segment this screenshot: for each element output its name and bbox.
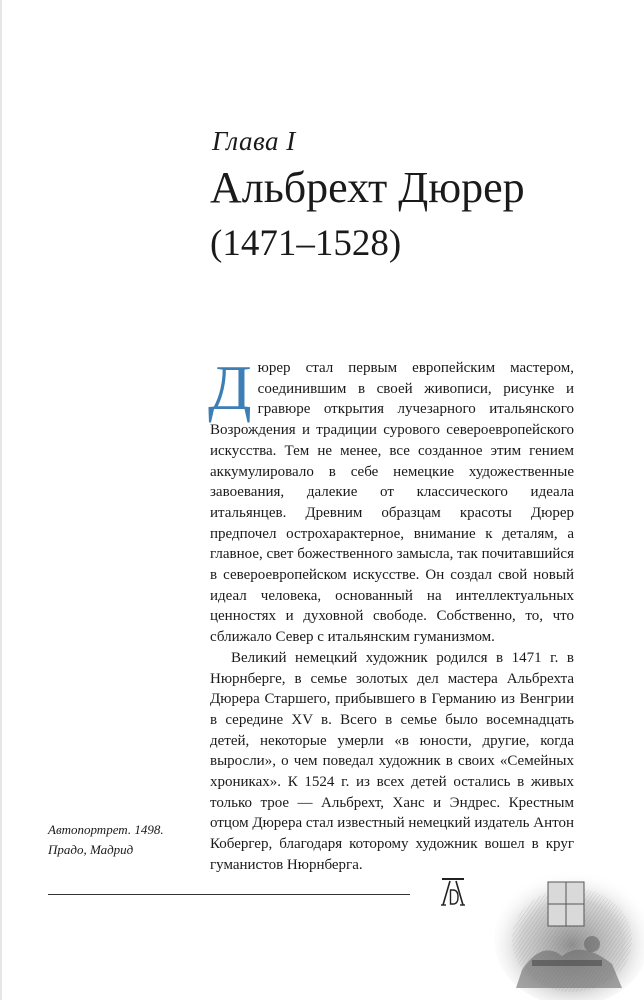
caption-line-1: Автопортрет. 1498. bbox=[48, 822, 164, 837]
footer-rule bbox=[48, 894, 410, 895]
body-text bbox=[208, 352, 574, 876]
page-edge bbox=[0, 0, 2, 1000]
paragraph-1-text: юрер стал первым европейским мастером, соединившим в своей живописи, рисунке и гравюре открытия лучезарного итальянского Возрождения и традиции сурового североевропейского искусства. Тем не менее, все созданное этим гением аккумулировало в себе немецкие художественные завоевания, далекие от классического идеала итальянцев. Древним образцам красоты Дюрер предпочел острохарактерное, внимание к деталям, а главное, свет божественного замысла, так почитавшийся в североевропейском искусстве. Он создал свой новый идеал человека, основанный на интеллектуальных ценностях и духовной свободе. Собственно, то, что сближало Север с итальянским гуманизмом. bbox=[210, 360, 574, 646]
durer-ad-monogram-icon bbox=[440, 877, 466, 907]
drop-cap: Д bbox=[208, 352, 252, 423]
chapter-title: Альбрехт Дюрер bbox=[210, 163, 525, 212]
chapter-label: Глава I bbox=[212, 126, 296, 156]
paragraph-2: Великий немецкий художник родился в 1471 г. в Нюрнберге, в семье золотых дел мастера Альбрехта Дюрера Старшего, прибывшего в Германию из Венгрии в середине XV в. Всего в семье было восемнадцать детей, некоторые умерли «в юности, другие, когда выросли», о чем поведал художник в своих «Семейных хрониках». К 1524 г. из всех детей остались в живых только трое — Альбрехт, Ханс и Эндрес. Крестным отцом Дюрера стал известный немецкий издатель Антон Кобергер, благодаря которому художник вошел в круг гуманистов Нюрнберга. bbox=[210, 649, 574, 873]
engraving-vignette bbox=[492, 860, 644, 1000]
chapter-years: (1471–1528) bbox=[210, 223, 402, 264]
paragraph-1 bbox=[208, 352, 574, 648]
caption-line-2: Прадо, Мадрид bbox=[48, 842, 134, 857]
image-caption bbox=[48, 820, 198, 860]
